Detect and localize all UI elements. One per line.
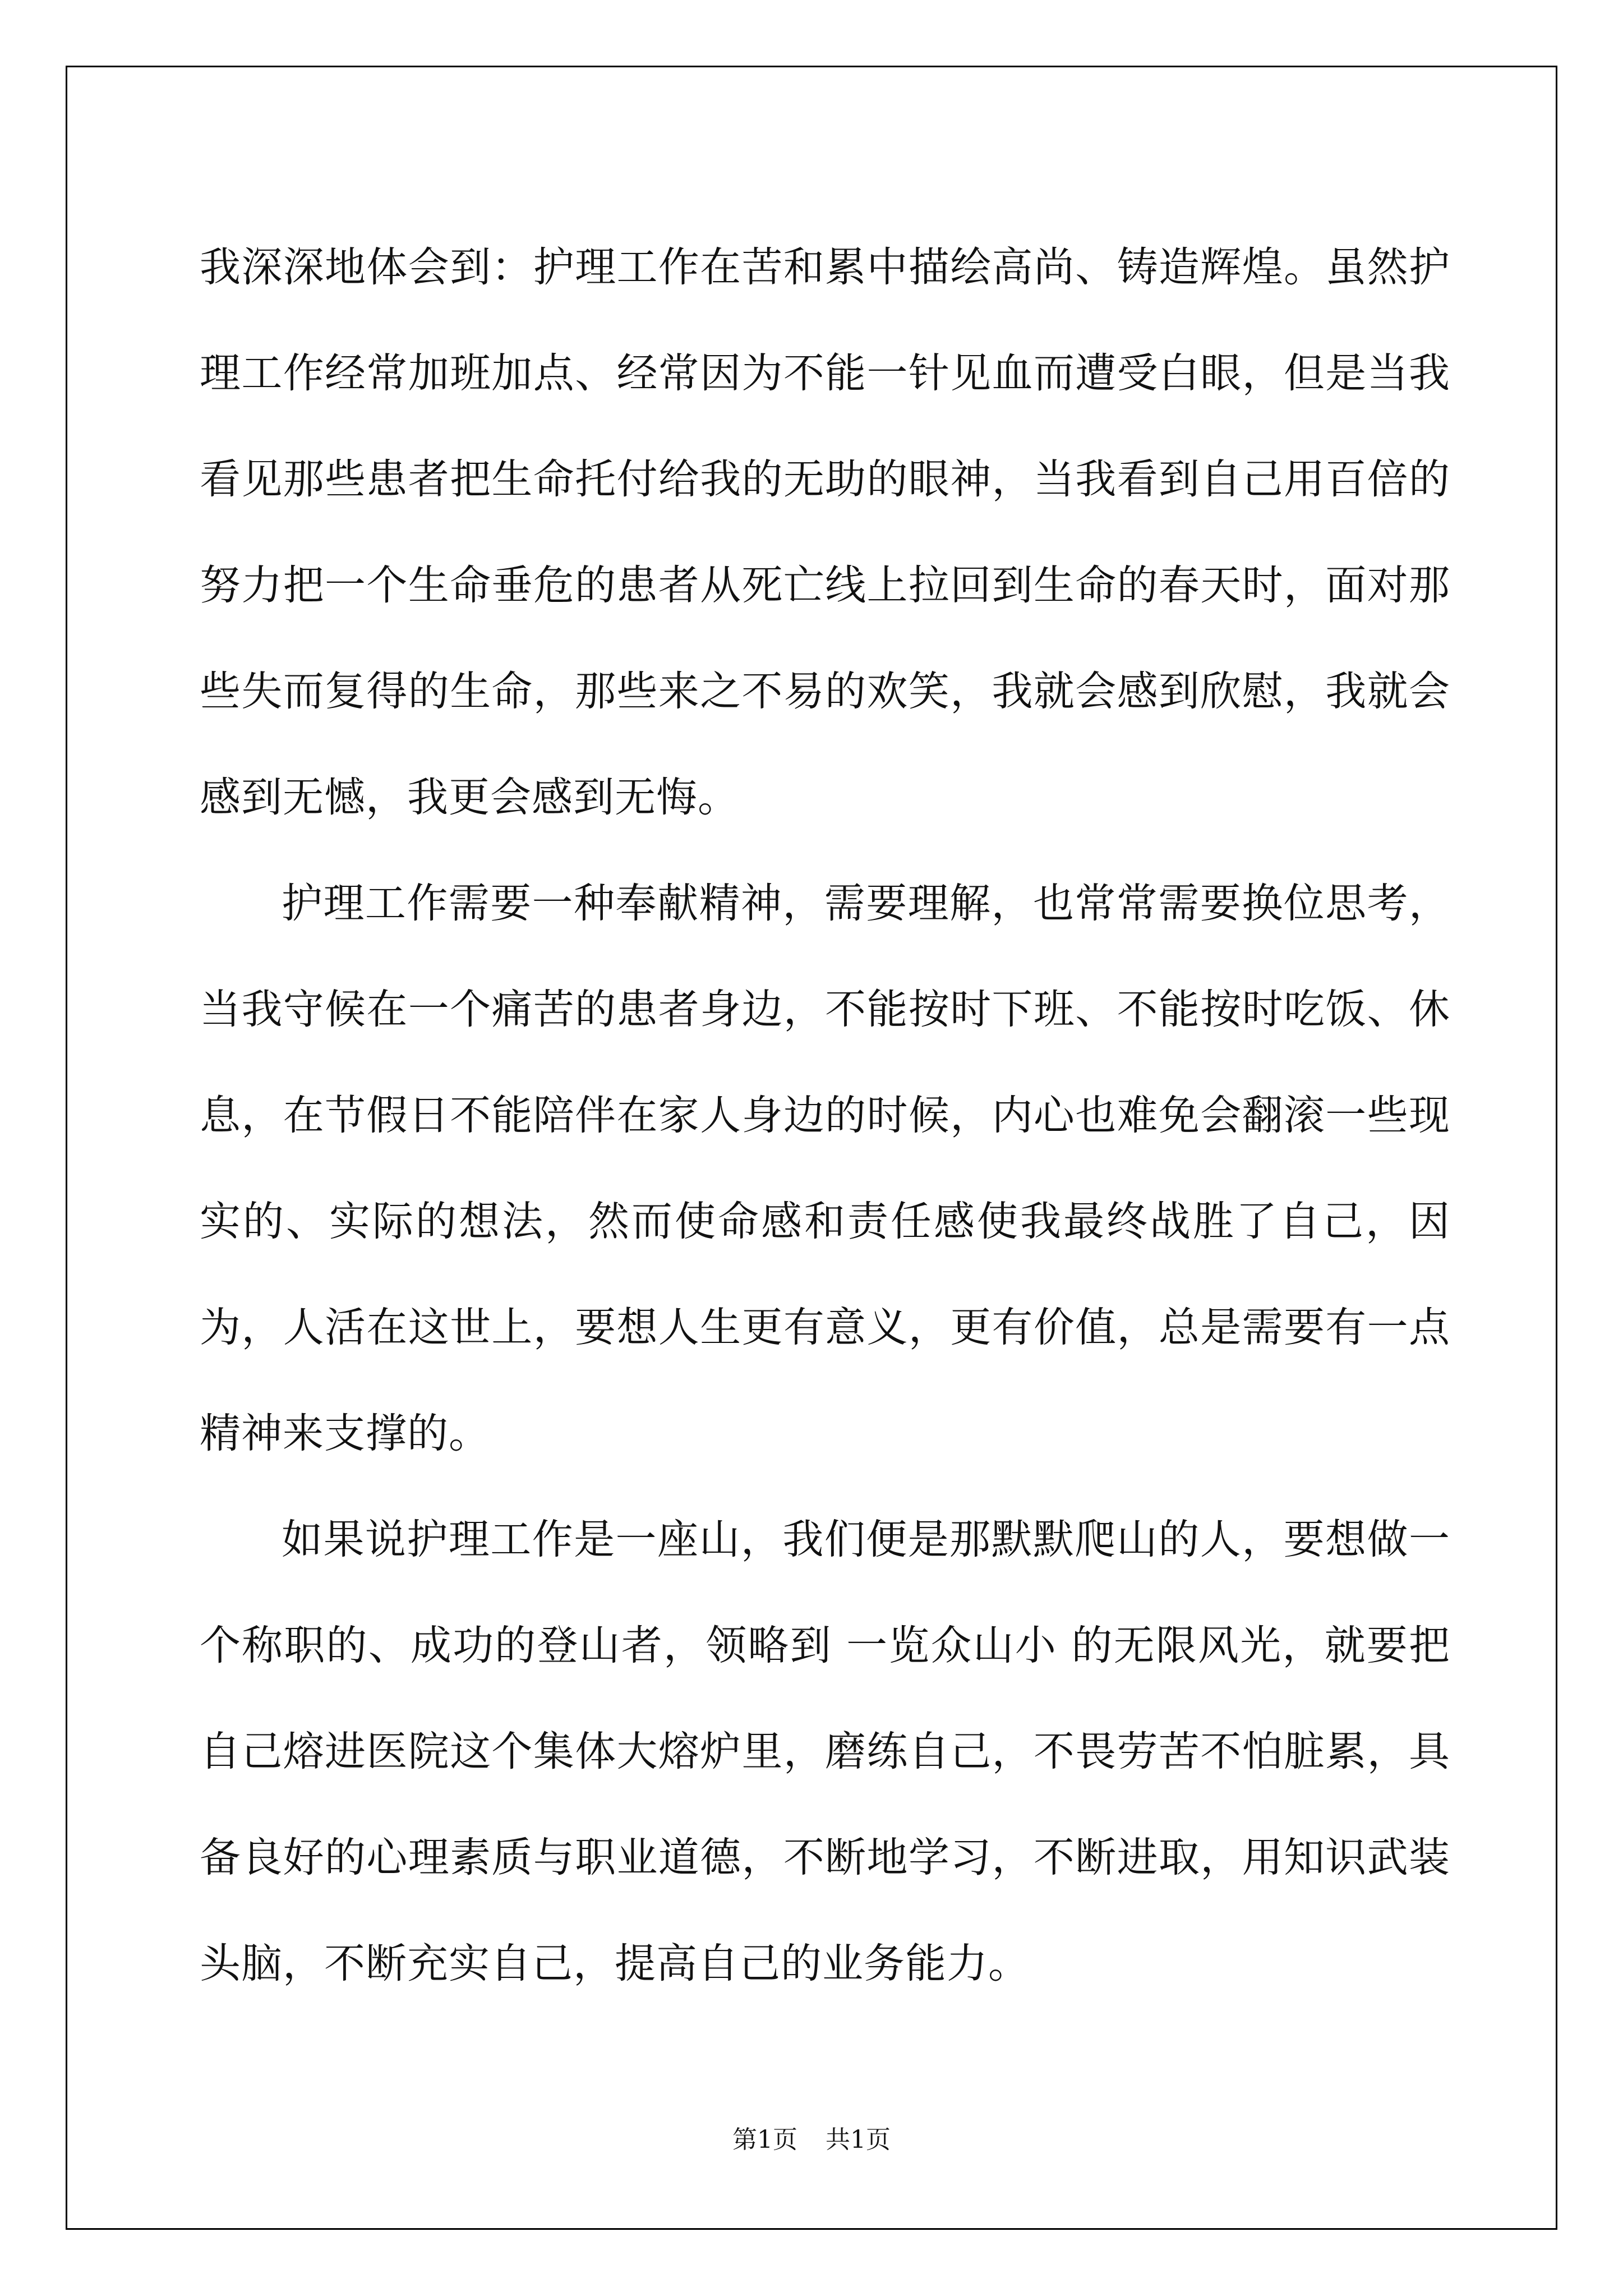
- paragraph-2: 护理工作需要一种奉献精神，需要理解，也常常需要换位思考，当我守候在一个痛苦的患者身边，不能按时下班、不能按时吃饭、休息，在节假日不能陪伴在家人身边的时候，内心也难免会翻滚一些现实的、实际的想法，然而使命感和责任感使我最终战胜了自己，因为，人活在这世上，要想人生更有意义，更有价值，总是需要有一点精神来支撑的。: [200, 880, 1450, 1457]
- paragraph-1: 我深深地体会到：护理工作在苦和累中描绘高尚、铸造辉煌。虽然护理工作经常加班加点、经常因为不能一针见血而遭受白眼，但是当我看见那些患者把生命托付给我的无助的眼神，当我看到自己用百倍的努力把一个生命垂危的患者从死亡线上拉回到生命的春天时，面对那些失而复得的生命，那些来之不易的欢笑，我就会感到欣慰，我就会感到无憾，我更会感到无悔。: [200, 243, 1450, 821]
- document-body: [200, 214, 1450, 2017]
- paragraph-3: 如果说护理工作是一座山，我们便是那默默爬山的人，要想做一个称职的、成功的登山者，领略到 一览众山小 的无限风光，就要把自己熔进医院这个集体大熔炉里，磨练自己，不畏劳苦不怕脏累，具备良好的心理素质与职业道德，不断地学习，不断进取，用知识武装头脑，不断充实自己，提高自己的业务能力。: [200, 1516, 1450, 1987]
- page-number-current: 第1页: [732, 2125, 797, 2154]
- page-number-total: 共1页: [826, 2125, 891, 2154]
- page-footer: [0, 2119, 1623, 2155]
